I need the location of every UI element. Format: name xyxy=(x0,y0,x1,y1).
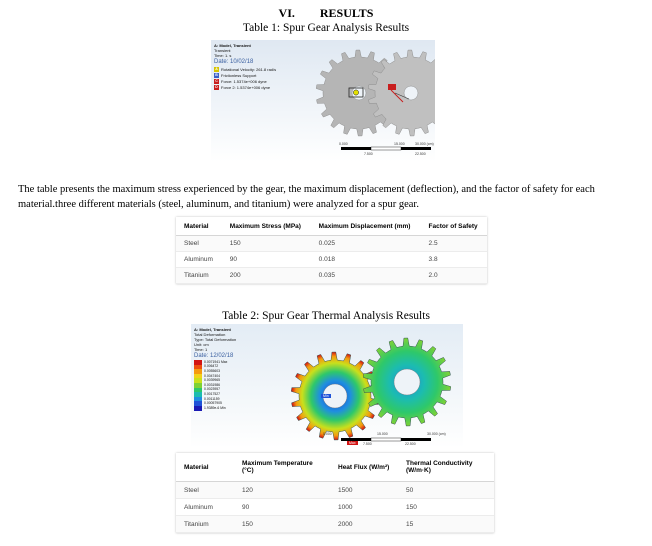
left-gear-contour xyxy=(291,352,379,440)
scale-label: 30.000 (cm) xyxy=(415,142,434,146)
badge-b: B xyxy=(215,72,218,77)
scale-bar xyxy=(341,147,431,150)
column-header: Maximum Temperature (°C) xyxy=(234,453,330,482)
section-title: RESULTS xyxy=(319,6,374,20)
column-header: Material xyxy=(176,453,234,482)
table-cell: 150 xyxy=(398,499,494,516)
legend-text: Rotational Velocity: 261.8 rad/s xyxy=(221,66,277,72)
figure1-date: Date: 10/02/18 xyxy=(214,59,254,65)
column-header: Thermal Conductivity (W/m·K) xyxy=(398,453,494,482)
table-cell: 150 xyxy=(222,236,311,252)
colorbar-value: 0.0011159 xyxy=(204,396,220,401)
column-header: Material xyxy=(176,217,222,236)
figure1-header: A: Model, Transient xyxy=(214,43,251,48)
figure2-line: Time: 1 xyxy=(194,347,208,352)
min-tag: Min xyxy=(323,394,329,398)
table-cell: 0.018 xyxy=(311,252,421,268)
table-cell: Titanium xyxy=(176,268,222,284)
right-gear-contour xyxy=(363,338,451,426)
table2-caption: Table 2: Spur Gear Thermal Analysis Results xyxy=(222,310,430,322)
colorbar-value: 0.0017527 xyxy=(204,391,221,396)
table-cell: Titanium xyxy=(176,516,234,533)
legend-text: Frictionless Support xyxy=(221,72,257,78)
figure2-line: Total Deformation xyxy=(194,332,226,337)
colorbar-value: 1.9389e-6 Min xyxy=(204,405,226,410)
table-cell: 90 xyxy=(234,499,330,516)
table-cell: 2.0 xyxy=(421,268,487,284)
figure2-date: Date: 12/02/18 xyxy=(194,353,234,359)
table-cell: Aluminum xyxy=(176,499,234,516)
legend-text: Force: 1.5374e+006 dyne xyxy=(221,78,267,84)
figure2-header: A: Model, Transient xyxy=(194,327,231,332)
colorbar-value: 0.006472 xyxy=(204,364,219,369)
table-cell: 120 xyxy=(234,482,330,499)
colorbar-value: 0.0031986 xyxy=(204,382,221,387)
thermal-deformation-figure xyxy=(191,324,463,448)
table-row xyxy=(176,516,494,533)
table-cell: 0.025 xyxy=(311,236,421,252)
scale-label: 15.000 xyxy=(377,432,388,436)
legend-text: Force 2: 1.5374e+006 dyne xyxy=(221,84,271,90)
section-number: VI. xyxy=(278,6,295,20)
scale-label: 22.500 xyxy=(415,152,426,156)
column-header: Maximum Displacement (mm) xyxy=(311,217,421,236)
table-header-row xyxy=(176,453,494,482)
table-cell: 3.8 xyxy=(421,252,487,268)
colorbar-value: 0.0047404 xyxy=(204,373,221,378)
table-cell: 2000 xyxy=(330,516,398,533)
scale-label: 0.000 xyxy=(339,142,348,146)
table1-caption: Table 1: Spur Gear Analysis Results xyxy=(242,22,410,34)
table-cell: 50 xyxy=(398,482,494,499)
scale-label: 15.000 xyxy=(394,142,405,146)
column-header: Heat Flux (W/m²) xyxy=(330,453,398,482)
table-cell: 2.5 xyxy=(421,236,487,252)
table-row xyxy=(176,499,494,516)
table-cell: Steel xyxy=(176,482,234,499)
scale-label: 7.500 xyxy=(364,152,373,156)
section-heading xyxy=(0,6,652,21)
colorbar-value: 0.00057905 xyxy=(204,401,222,406)
column-header: Maximum Stress (MPa) xyxy=(222,217,311,236)
colorbar-value: 0.0039965 xyxy=(204,378,221,383)
figure1-time: Time: 1. s xyxy=(214,53,232,58)
results-paragraph: The table presents the maximum stress experienced by the gear, the maximum displacement (deflection), and the factor of safety for each material.three different materials (steel, aluminum, and titanium) were analyzed for a spur gear. xyxy=(18,184,595,210)
figure2-line: Unit: cm xyxy=(194,342,209,347)
table-cell: 0.035 xyxy=(311,268,421,284)
table-cell: 15 xyxy=(398,516,494,533)
table-header-row xyxy=(176,217,487,236)
figure1-subheader: Transient xyxy=(214,48,231,53)
colorbar-value: 0.0023957 xyxy=(204,387,221,392)
spur-gear-analysis-table xyxy=(176,217,487,284)
table-row xyxy=(176,482,494,499)
column-header: Factor of Safety xyxy=(421,217,487,236)
badge-a: A xyxy=(215,66,218,71)
colorbar-value: 0.0055603 xyxy=(204,368,221,373)
table-cell: 200 xyxy=(222,268,311,284)
table-cell: Aluminum xyxy=(176,252,222,268)
scale-label: 22.500 xyxy=(405,442,416,446)
scale-label: 7.500 xyxy=(363,442,372,446)
badge-d: D xyxy=(215,84,218,89)
table-cell: 1500 xyxy=(330,482,398,499)
table-cell: 150 xyxy=(234,516,330,533)
table-cell: Steel xyxy=(176,236,222,252)
table-row xyxy=(176,268,487,284)
table-cell: 90 xyxy=(222,252,311,268)
table-row xyxy=(176,252,487,268)
badge-c: C xyxy=(215,78,218,83)
scale-label: 0.000 xyxy=(323,432,332,436)
table-cell: 1000 xyxy=(330,499,398,516)
gear-pair-contour xyxy=(191,324,463,448)
scale-label: 30.000 (cm) xyxy=(427,432,446,436)
thermal-analysis-table xyxy=(176,453,494,533)
max-tag: Max xyxy=(349,441,356,445)
figure2-line: Type: Total Deformation xyxy=(194,337,237,342)
table-row xyxy=(176,236,487,252)
colorbar-value: 0.0071941 Max xyxy=(204,359,228,364)
gear-analysis-figure xyxy=(211,40,435,162)
